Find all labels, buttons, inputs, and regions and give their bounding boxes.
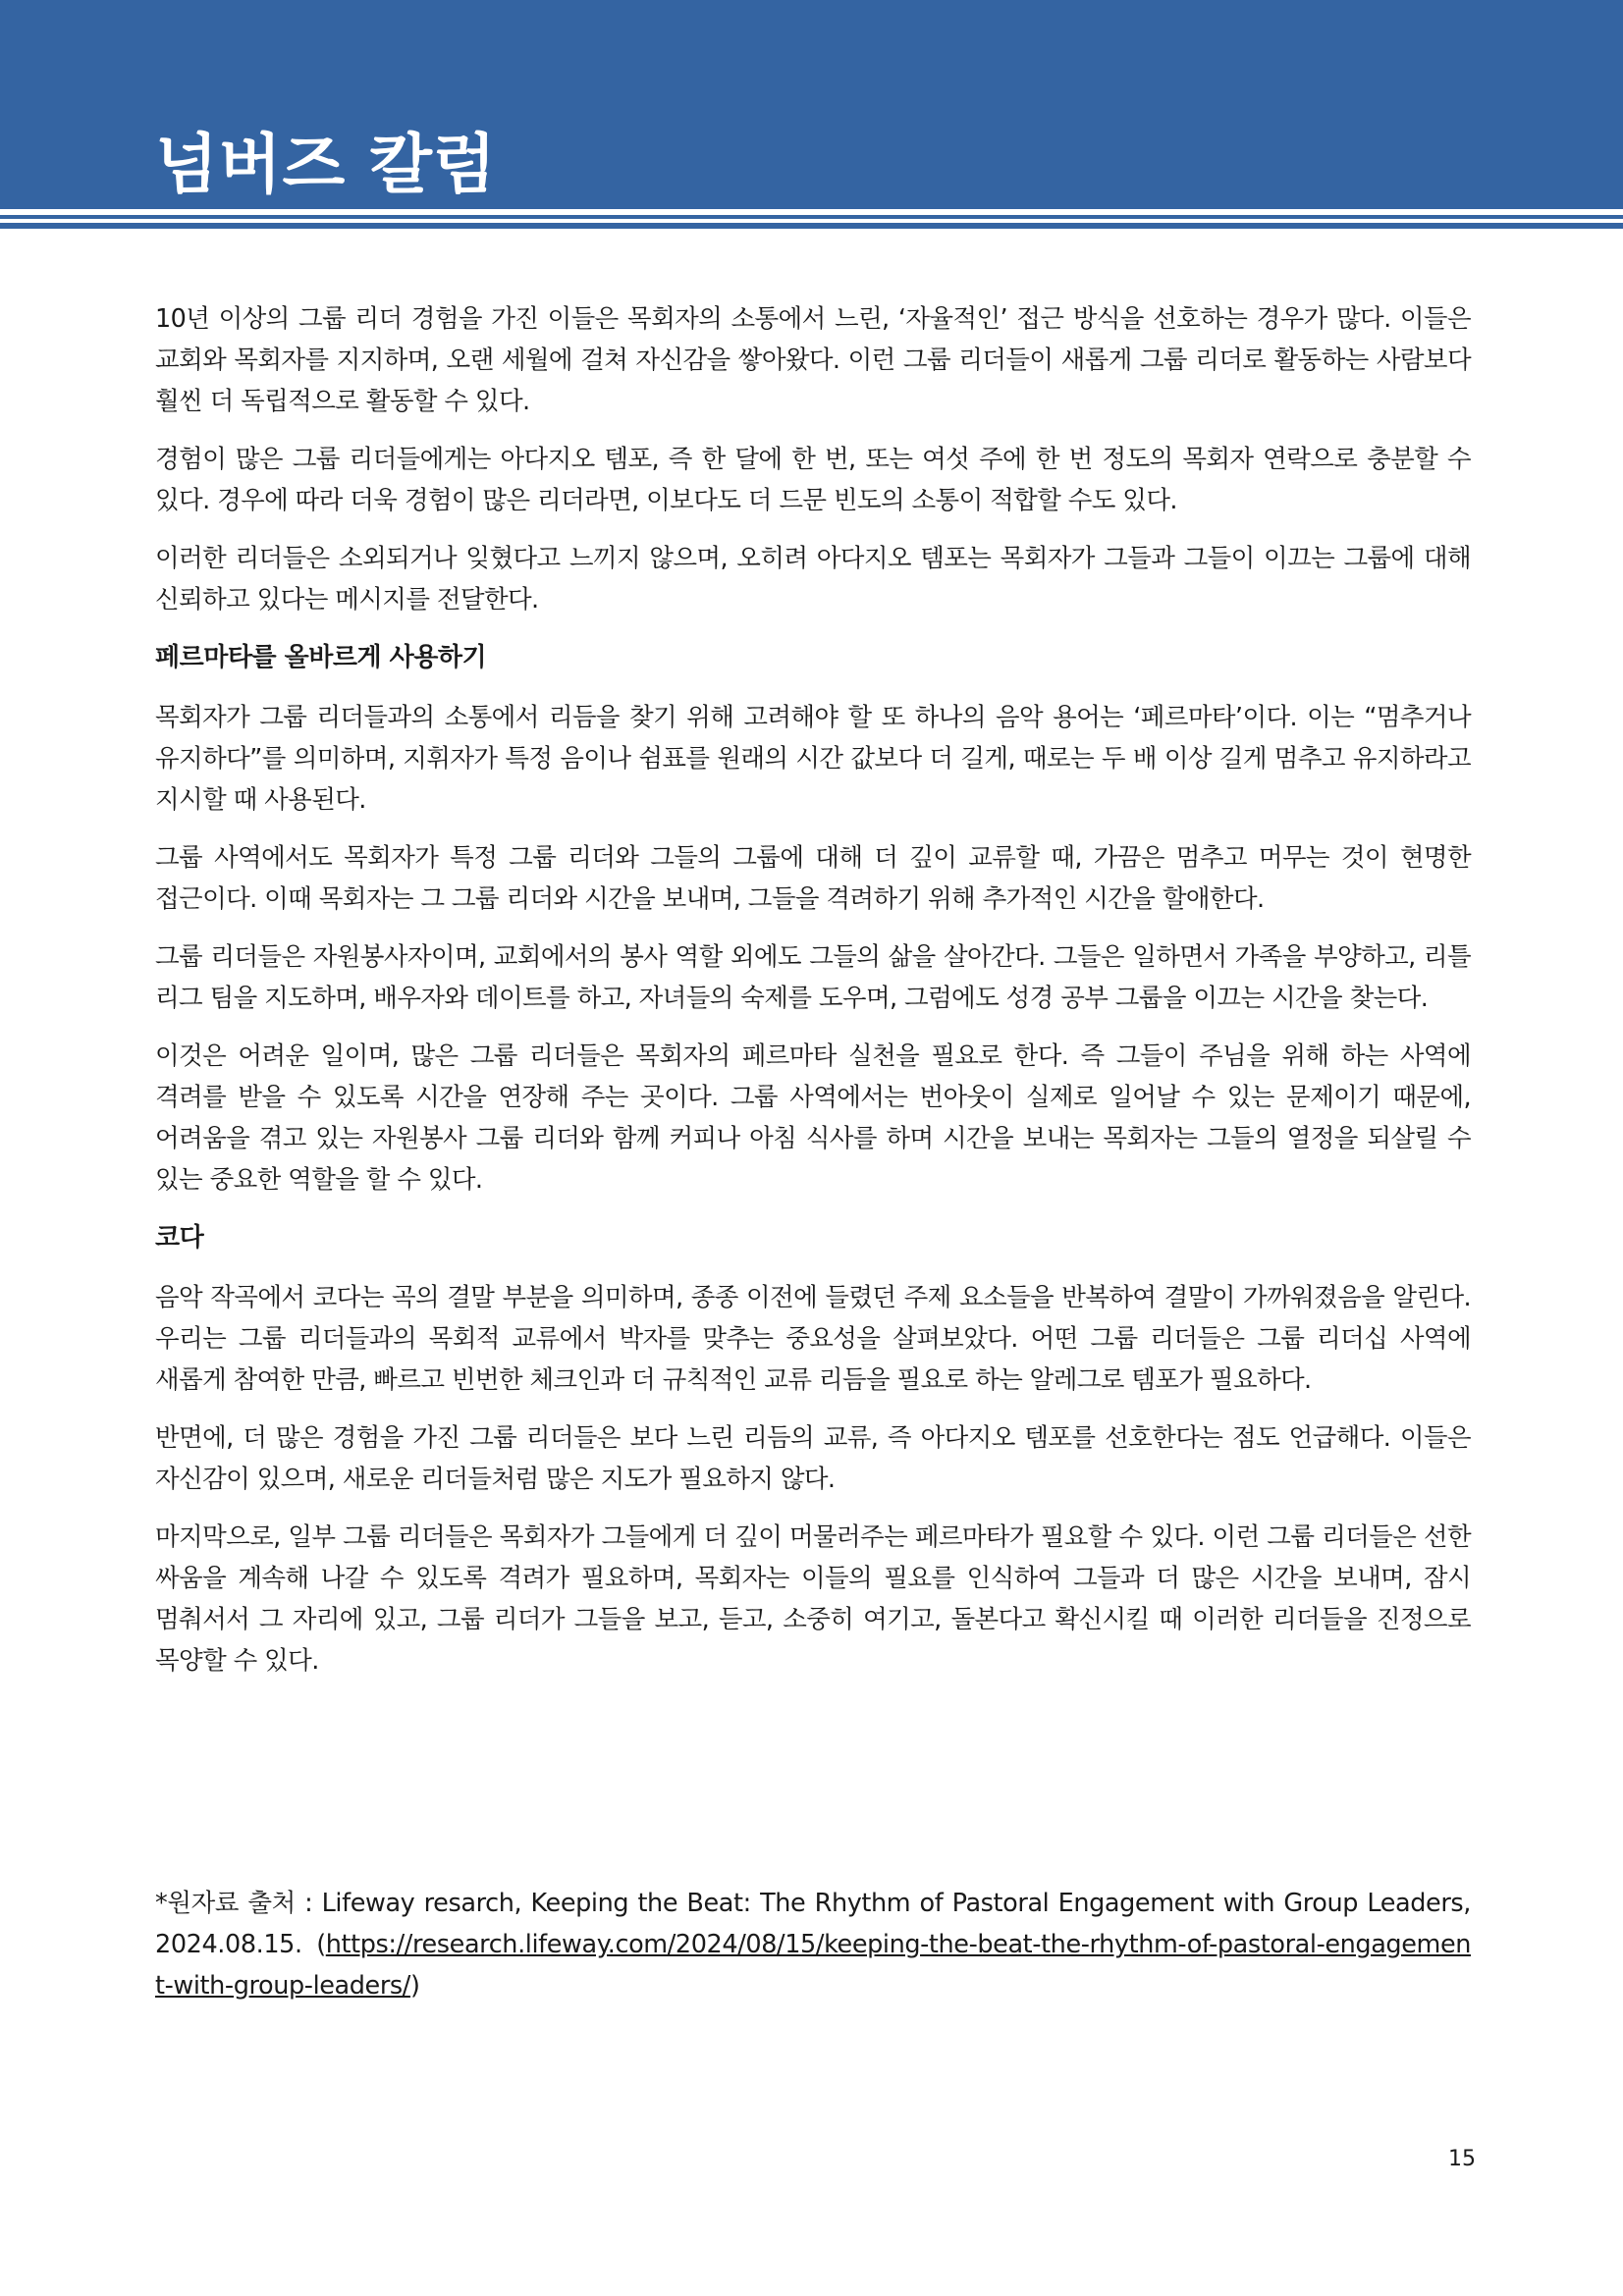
page-title: 넘버즈 칼럼 [155, 127, 497, 202]
header-divider-thick [0, 223, 1623, 229]
source-link[interactable]: https://research.lifeway.com/2024/08/15/keeping-the-beat-the-rhythm-of-pastoral-engagement-with-group-leaders/ [155, 1930, 1471, 2001]
paragraph: 이것은 어려운 일이며, 많은 그룹 리더들은 목회자의 페르마타 실천을 필요로 한다. 즉 그들이 주님을 위해 하는 사역에 격려를 받을 수 있도록 시간을 연장해 주는 곳이다. 그룹 사역에서는 번아웃이 실제로 일어날 수 있는 문제이기 때문에, 어려움을 겪고 있는 자원봉사 그룹 리더와 함께 커피나 아침 식사를 하며 시간을 보내는 목회자는 그들의 열정을 되살릴 수 있는 중요한 역할을 할 수 있다. [155, 1041, 1471, 1195]
section-heading-fermata: 페르마타를 올바르게 사용하기 [155, 643, 487, 672]
source-close: ) [410, 1971, 420, 2001]
article-body [155, 298, 1471, 1698]
source-text: *원자료 출처 : Lifeway resarch, Keeping the Beat: The Rhythm of Pastoral Engagement with Group Leaders, 2024.08.15. ( [155, 1889, 1471, 1959]
section-heading-coda: 코다 [155, 1223, 204, 1253]
paragraph: 그룹 사역에서도 목회자가 특정 그룹 리더와 그들의 그룹에 대해 더 깊이 교류할 때, 가끔은 멈추고 머무는 것이 현명한 접근이다. 이때 목회자는 그 그룹 리더와 시간을 보내며, 그들을 격려하기 위해 추가적인 시간을 할애한다. [155, 843, 1471, 914]
paragraph: 그룹 리더들은 자원봉사자이며, 교회에서의 봉사 역할 외에도 그들의 삶을 살아간다. 그들은 일하면서 가족을 부양하고, 리틀 리그 팀을 지도하며, 배우자와 데이트를 하고, 자녀들의 숙제를 도우며, 그럼에도 성경 공부 그룹을 이끄는 시간을 찾는다. [155, 942, 1471, 1013]
paragraph: 음악 작곡에서 코다는 곡의 결말 부분을 의미하며, 종종 이전에 들렸던 주제 요소들을 반복하여 결말이 가까워졌음을 알린다. 우리는 그룹 리더들과의 목회적 교류에서 박자를 맞추는 중요성을 살펴보았다. 어떤 그룹 리더들은 그룹 리더십 사역에 새롭게 참여한 만큼, 빠르고 빈번한 체크인과 더 규칙적인 교류 리듬을 필요로 하는 알레그로 템포가 필요하다. [155, 1283, 1471, 1395]
page-number: 15 [1448, 2147, 1476, 2171]
paragraph: 이러한 리더들은 소외되거나 잊혔다고 느끼지 않으며, 오히려 아다지오 템포는 목회자가 그들과 그들이 이끄는 그룹에 대해 신뢰하고 있다는 메시지를 전달한다. [155, 544, 1471, 614]
paragraph: 10년 이상의 그룹 리더 경험을 가진 이들은 목회자의 소통에서 느린, ‘자율적인’ 접근 방식을 선호하는 경우가 많다. 이들은 교회와 목회자를 지지하며, 오랜 세월에 걸쳐 자신감을 쌓아왔다. 이런 그룹 리더들이 새롭게 그룹 리더로 활동하는 사람보다 훨씬 더 독립적으로 활동할 수 있다. [155, 304, 1471, 416]
paragraph: 경험이 많은 그룹 리더들에게는 아다지오 템포, 즉 한 달에 한 번, 또는 여섯 주에 한 번 정도의 목회자 연락으로 충분할 수 있다. 경우에 따라 더욱 경험이 많은 리더라면, 이보다도 더 드문 빈도의 소통이 적합할 수도 있다. [155, 445, 1471, 515]
source-citation [155, 1883, 1471, 2006]
paragraph: 반면에, 더 많은 경험을 가진 그룹 리더들은 보다 느린 리듬의 교류, 즉 아다지오 템포를 선호한다는 점도 언급해다. 이들은 자신감이 있으며, 새로운 리더들처럼 많은 지도가 필요하지 않다. [155, 1423, 1471, 1494]
header-divider-thin [0, 215, 1623, 219]
paragraph: 마지막으로, 일부 그룹 리더들은 목회자가 그들에게 더 깊이 머물러주는 페르마타가 필요할 수 있다. 이런 그룹 리더들은 선한 싸움을 계속해 나갈 수 있도록 격려가 필요하며, 목회자는 이들의 필요를 인식하여 그들과 더 많은 시간을 보내며, 잠시 멈춰서서 그 자리에 있고, 그룹 리더가 그들을 보고, 듣고, 소중히 여기고, 돌본다고 확신시킬 때 이러한 리더들을 진정으로 목양할 수 있다. [155, 1522, 1471, 1676]
paragraph: 목회자가 그룹 리더들과의 소통에서 리듬을 찾기 위해 고려해야 할 또 하나의 음악 용어는 ‘페르마타’이다. 이는 “멈추거나 유지하다”를 의미하며, 지휘자가 특정 음이나 쉼표를 원래의 시간 값보다 더 길게, 때로는 두 배 이상 길게 멈추고 유지하라고 지시할 때 사용된다. [155, 703, 1471, 815]
